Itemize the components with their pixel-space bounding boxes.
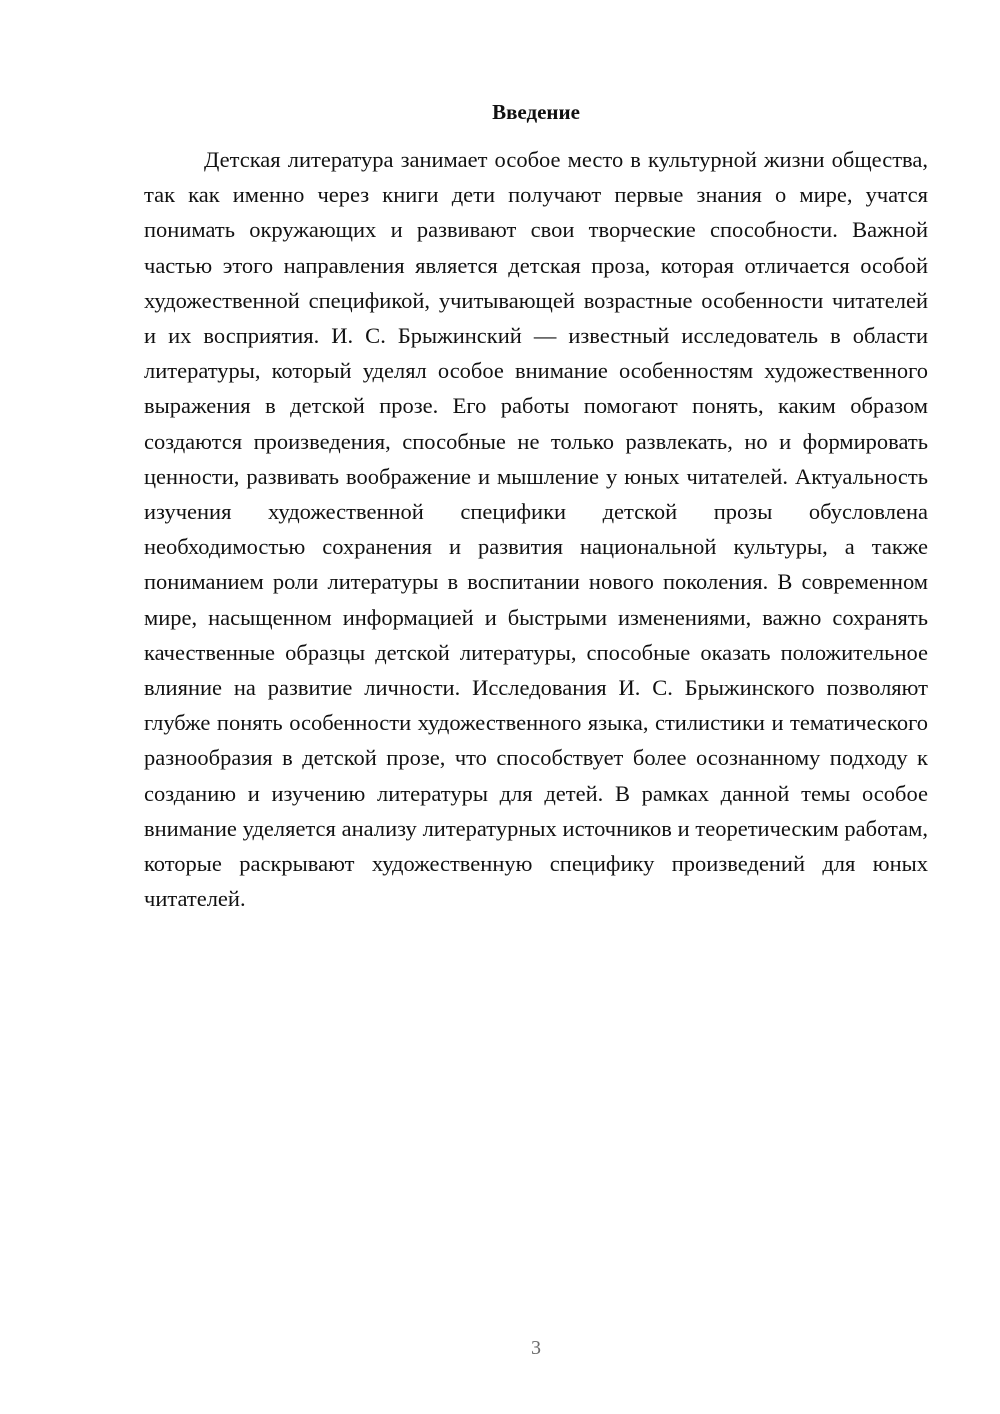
page-number: 3 bbox=[531, 1337, 541, 1359]
section-heading: Введение bbox=[492, 100, 580, 124]
body-paragraph: Детская литература занимает особое место в культурной жизни общества, так как именно через книги дети получают первые знания о мире, учатся понимать окружающих и развивают свои творческие способности. Важной частью этого направления является детская проза, которая отличается особой художественной спецификой, учитывающей возрастные особенности читателей и их восприятия. И. С. Брыжинский — известный исследователь в области литературы, который уделял особое внимание особенностям художественного выражения в детской прозе. Его работы помогают понять, каким образом создаются произведения, способные не только развлекать, но и формировать ценности, развивать воображение и мышление у юных читателей. Актуальность изучения художественной специфики детской прозы обусловлена необходимостью сохранения и развития национальной культуры, а также пониманием роли литературы в воспитании нового поколения. В современном мире, насыщенном информацией и быстрыми изменениями, важно сохранять качественные образцы детской литературы, способные оказать положительное влияние на развитие личности. Исследования И. С. Брыжинского позволяют глубже понять особенности художественного языка, стилистики и тематического разнообразия в детской прозе, что способствует более осознанному подходу к созданию и изучению литературы для детей. В рамках данной темы особое внимание уделяется анализу литературных источников и теоретическим работам, которые раскрывают художественную специфику произведений для юных читателей. bbox=[144, 147, 928, 912]
